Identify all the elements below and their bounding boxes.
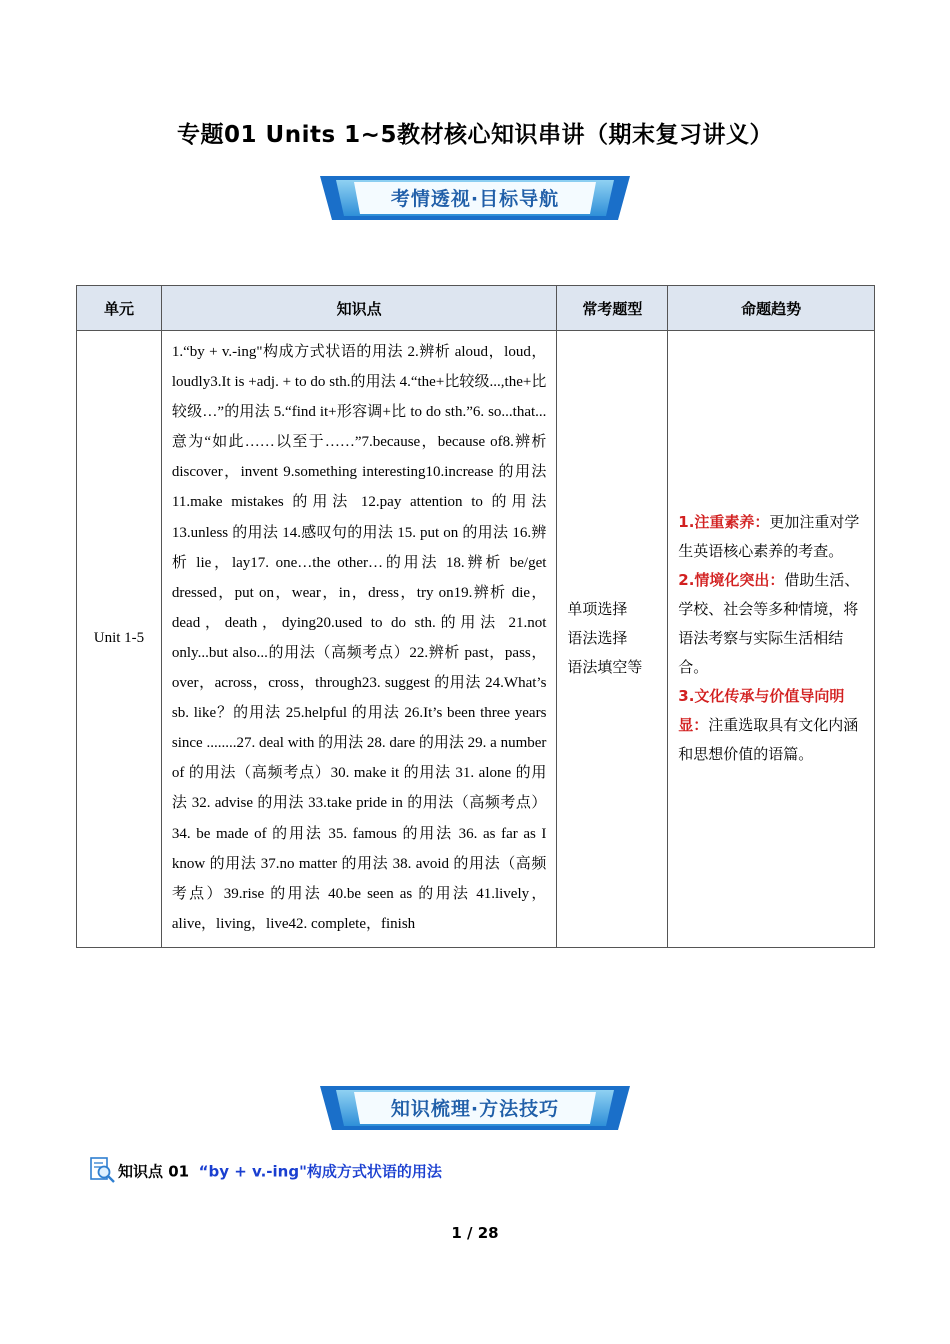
page-title: 专题01 Units 1~5教材核心知识串讲（期末复习讲义） [177,122,773,148]
knowledge-point-heading [88,1156,442,1188]
page-number: 1 / 28 [451,1224,499,1242]
knowledge-table [76,285,875,948]
trend-label: 3.文化传承与价值导向明显： [678,687,845,735]
header-trends: 命题趋势 [668,286,875,331]
banner-title: 考情透视·目标导航 [390,188,560,210]
knowledge-point-topic: “by + v.-ing"构成方式状语的用法 [198,1162,442,1181]
cell-trends [668,331,875,948]
header-knowledge: 知识点 [161,286,557,331]
banner-knowledge-review [314,1080,636,1136]
question-type: 单项选择 [567,600,628,619]
header-question-types: 常考题型 [557,286,668,331]
magnifier-document-icon [88,1156,116,1188]
table-header-row [77,286,875,331]
trend-label: 2.情境化突出： [678,571,785,590]
trend-text: 更加注重对学生英语核心素养的考查。 [678,513,860,561]
question-type: 语法填空等 [567,658,643,677]
question-type: 语法选择 [567,629,628,648]
trend-text: 注重选取具有文化内涵和思想价值的语篇。 [678,716,859,764]
trend-text: 借助生活、学校、社会等多种情境，将语法考察与实际生活相结合。 [678,571,860,677]
header-unit: 单元 [77,286,162,331]
trend-item [678,682,864,769]
cell-question-types [557,331,668,948]
trend-label: 1.注重素养： [678,513,770,532]
banner-exam-overview [314,170,636,226]
banner-title: 知识梳理·方法技巧 [390,1098,560,1120]
trend-item [678,508,864,566]
table-row [77,331,875,948]
knowledge-point-label: 知识点 01 [118,1162,190,1181]
trend-item [678,566,864,682]
cell-unit: Unit 1-5 [77,331,162,948]
cell-knowledge-points: 1.“by + v.-ing"构成方式状语的用法 2.辨析 aloud，loud，loudly3.It is +adj. + to do sth.的用法 4.“the+比较级...,the+比较级…”的用法 5.“find it+形容调+比 to do sth.”6. so...that... 意为“如此……以至于……”7.because，because of8.辨析 discover，invent 9.something interesting10.increase 的用法 11.make mistakes 的用法 12.pay attention to 的用法 13.unless 的用法 14.感叹句的用法 15. put on 的用法 16.辨析 lie，lay17. one…the other…的用法 18.辨析 be/get dressed，put on，wear，in，dress，try on19.辨析 die，dead，death，dying20.used to do sth.的用法 21.not only...but also...的用法（高频考点）22.辨析 past，pass，over，across，cross，through23. suggest 的用法 24.What’s sb. like？的用法 25.helpful 的用法 26.It’s been three years since ........27. deal with 的用法 28. dare 的用法 29. a number of 的用法（高频考点）30. make it 的用法 31. alone 的用法 32. advise 的用法 33.take pride in 的用法（高频考点）34. be made of 的用法 35. famous 的用法 36. as far as I know 的用法 37.no matter 的用法 38. avoid 的用法（高频考点）39.rise 的用法 40.be seen as 的用法 41.lively，alive，living，live42. complete，finish [161,331,557,948]
